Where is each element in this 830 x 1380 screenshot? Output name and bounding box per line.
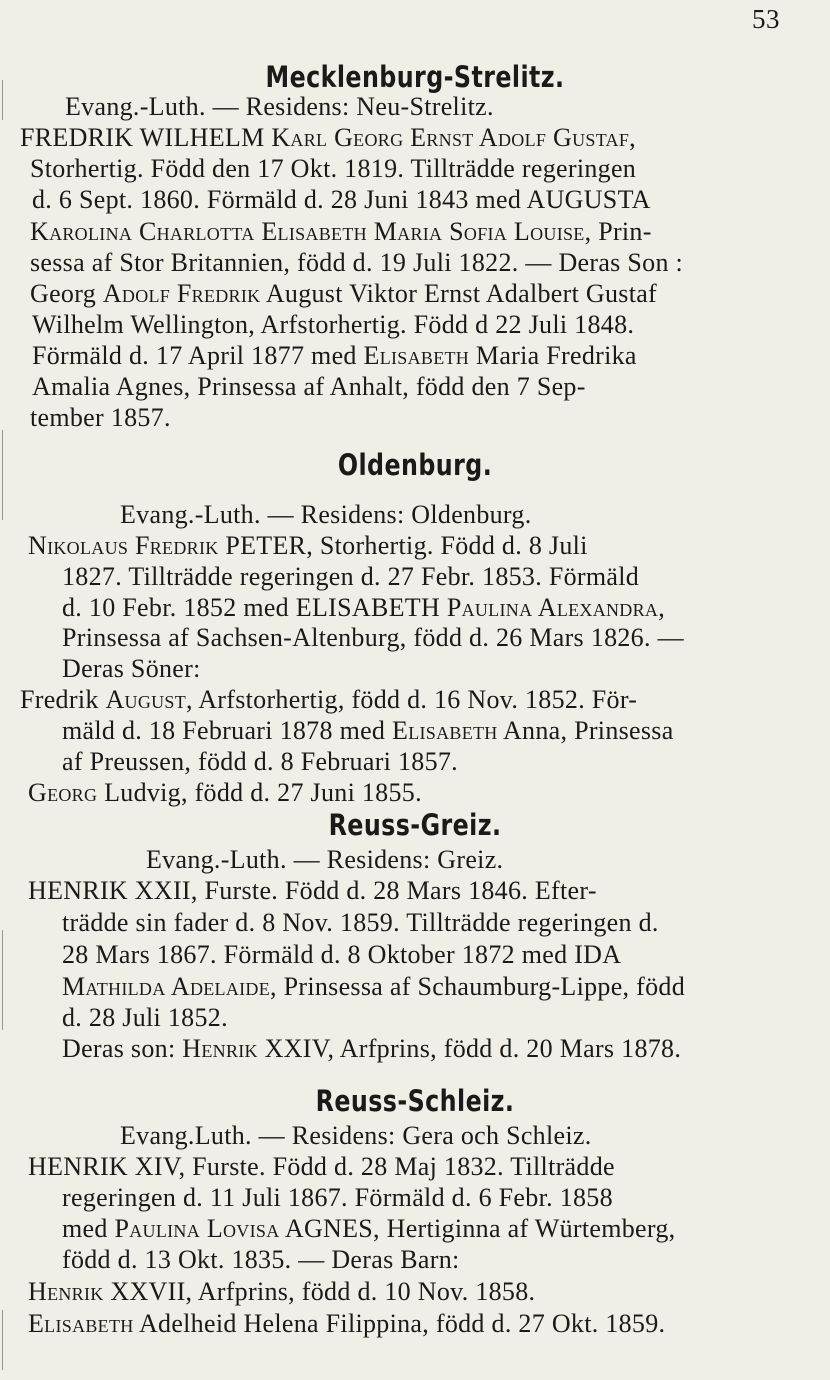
page-edge-mark — [2, 930, 3, 1030]
text-run: Storhertig. Född den 17 Okt. 1819. Tillträdde regeringen — [30, 154, 637, 183]
text-run: sessa af Stor Britannien, född d. 19 Juli 1822. — Deras Son : — [30, 248, 684, 277]
text-run: tember 1857. — [30, 403, 171, 432]
text-line — [32, 341, 637, 371]
text-line — [62, 1183, 613, 1213]
section-heading-oldenburg: Oldenburg. — [337, 448, 493, 482]
text-run: , — [629, 123, 636, 152]
text-run: Evang.-Luth. — Residens: Oldenburg. — [120, 500, 532, 529]
text-run: Deras Söner: — [62, 654, 201, 683]
text-run: Amalia Agnes, Prinsessa af Anhalt, född den 7 Sep- — [32, 372, 586, 401]
text-run: 1827. Tillträdde regeringen d. 27 Febr. 1853. Förmäld — [62, 562, 640, 591]
text-line — [20, 685, 637, 715]
text-line — [20, 123, 636, 153]
text-run: Adelheid Helena Filippina, född d. 27 Okt. 1859. — [133, 1309, 666, 1338]
text-line — [28, 778, 422, 808]
text-line — [30, 279, 657, 309]
text-line — [62, 716, 674, 746]
text-run: Prinsessa af Sachsen-Altenburg, född d. 26 Mars 1826. — — [62, 623, 684, 652]
text-line — [146, 845, 503, 875]
page-edge-mark — [2, 430, 3, 520]
text-run: HENRIK XXII, Furste. Född d. 28 Mars 1846. Efter- — [28, 876, 597, 905]
small-caps-name: Elisabeth — [392, 716, 498, 745]
section-heading-reuss-schleiz: Reuss-Schleiz. — [315, 1084, 515, 1118]
small-caps-name: Mathilda Adelaide — [62, 972, 271, 1001]
text-run: Evang.-Luth. — Residens: Neu-Strelitz. — [65, 92, 494, 121]
text-run: d. 6 Sept. 1860. Förmäld d. 28 Juni 1843 med AUGUSTA — [32, 185, 651, 214]
text-line — [62, 908, 659, 938]
small-caps-name: Henrik — [182, 1034, 258, 1063]
text-line — [120, 500, 532, 530]
text-line — [32, 372, 586, 402]
small-caps-name: Karl Georg Ernst Adolf Gustaf — [271, 123, 630, 152]
text-run: PETER, Storhertig. Född d. 8 Juli — [218, 531, 588, 560]
text-line — [62, 747, 458, 777]
small-caps-name: Nikolaus Fredrik — [28, 531, 219, 560]
text-run: XXVII, Arfprins, född d. 10 Nov. 1858. — [103, 1277, 536, 1306]
text-run: , Prinsessa af Schaumburg-Lippe, född — [270, 972, 686, 1001]
text-run: , — [658, 593, 666, 622]
small-caps-name: Paulina Lovisa — [114, 1214, 280, 1243]
text-line — [32, 310, 634, 340]
text-line — [62, 562, 639, 592]
text-line — [62, 654, 201, 684]
text-run: Ludvig, född d. 27 Juni 1855. — [97, 778, 422, 807]
text-line — [28, 1152, 615, 1182]
text-line — [30, 403, 171, 433]
small-caps-name: Henrik — [28, 1277, 104, 1306]
small-caps-name: Paulina Alexandra — [446, 593, 659, 622]
text-line — [28, 531, 588, 561]
text-line — [30, 217, 652, 247]
text-run: Förmäld d. 17 April 1877 med — [32, 341, 364, 370]
text-run: af Preussen, född d. 8 Februari 1857. — [62, 747, 458, 776]
text-run: Evang.-Luth. — Residens: Greiz. — [146, 845, 504, 874]
page-edge-mark — [2, 80, 3, 120]
text-line — [28, 1277, 535, 1307]
text-run: AGNES, Hertiginna af Würtemberg, — [279, 1214, 676, 1243]
text-line — [62, 1245, 460, 1275]
text-run: Fredrik — [20, 685, 106, 714]
text-run: regeringen d. 11 Juli 1867. Förmäld d. 6 Febr. 1858 — [62, 1183, 613, 1212]
text-run: , Arfstorhertig, född d. 16 Nov. 1852. För- — [186, 685, 638, 714]
text-line — [62, 1034, 681, 1064]
small-caps-name: Adolf Fredrik — [102, 279, 261, 308]
text-line — [28, 1309, 665, 1339]
small-caps-name: Elisabeth — [363, 341, 470, 370]
text-line — [30, 154, 636, 184]
small-caps-name: Karolina Charlotta Elisabeth Maria Sofia Louise — [30, 217, 585, 246]
text-run: Wilhelm Wellington, Arfstorhertig. Född d 22 Juli 1848. — [32, 310, 635, 339]
text-run: Georg — [30, 279, 103, 308]
text-line — [62, 623, 684, 653]
text-run: Deras son: — [62, 1034, 183, 1063]
small-caps-name: Elisabeth — [28, 1309, 134, 1338]
text-line — [62, 1214, 675, 1244]
small-caps-name: August — [105, 685, 187, 714]
text-line — [62, 593, 665, 623]
text-run: född d. 13 Okt. 1835. — Deras Barn: — [62, 1245, 460, 1274]
text-line — [65, 92, 494, 122]
section-heading-reuss-greiz: Reuss-Greiz. — [328, 808, 502, 842]
text-run: trädde sin fader d. 8 Nov. 1859. Tillträdde regeringen d. — [62, 908, 659, 937]
text-line — [62, 972, 685, 1002]
text-run: med — [62, 1214, 115, 1243]
text-run: FREDRIK WILHELM — [20, 123, 272, 152]
text-run: 28 Mars 1867. Förmäld d. 8 Oktober 1872 med IDA — [62, 940, 622, 969]
text-run: Anna, Prinsessa — [497, 716, 674, 745]
text-run: Maria Fredrika — [469, 341, 637, 370]
text-run: d. 28 Juli 1852. — [62, 1003, 228, 1032]
text-run: Evang.Luth. — Residens: Gera och Schleiz. — [120, 1121, 592, 1150]
text-run: mäld d. 18 Februari 1878 med — [62, 716, 393, 745]
text-line — [28, 876, 597, 906]
page-number: 53 — [752, 4, 780, 34]
text-line — [30, 248, 683, 278]
small-caps-name: Georg — [28, 778, 98, 807]
text-run: d. 10 Febr. 1852 med ELISABETH — [62, 593, 447, 622]
text-line — [32, 185, 651, 215]
text-line — [120, 1121, 592, 1151]
text-run: HENRIK XIV, Furste. Född d. 28 Maj 1832. Tillträdde — [28, 1152, 615, 1181]
text-run: August Viktor Ernst Adalbert Gustaf — [260, 279, 658, 308]
text-line — [62, 1003, 228, 1033]
text-run: , Prin- — [584, 217, 652, 246]
text-run: XXIV, Arfprins, född d. 20 Mars 1878. — [257, 1034, 682, 1063]
text-line — [62, 940, 621, 970]
section-heading-mecklenburg-strelitz: Mecklenburg-Strelitz. — [265, 60, 565, 94]
page-edge-mark — [2, 1310, 3, 1370]
